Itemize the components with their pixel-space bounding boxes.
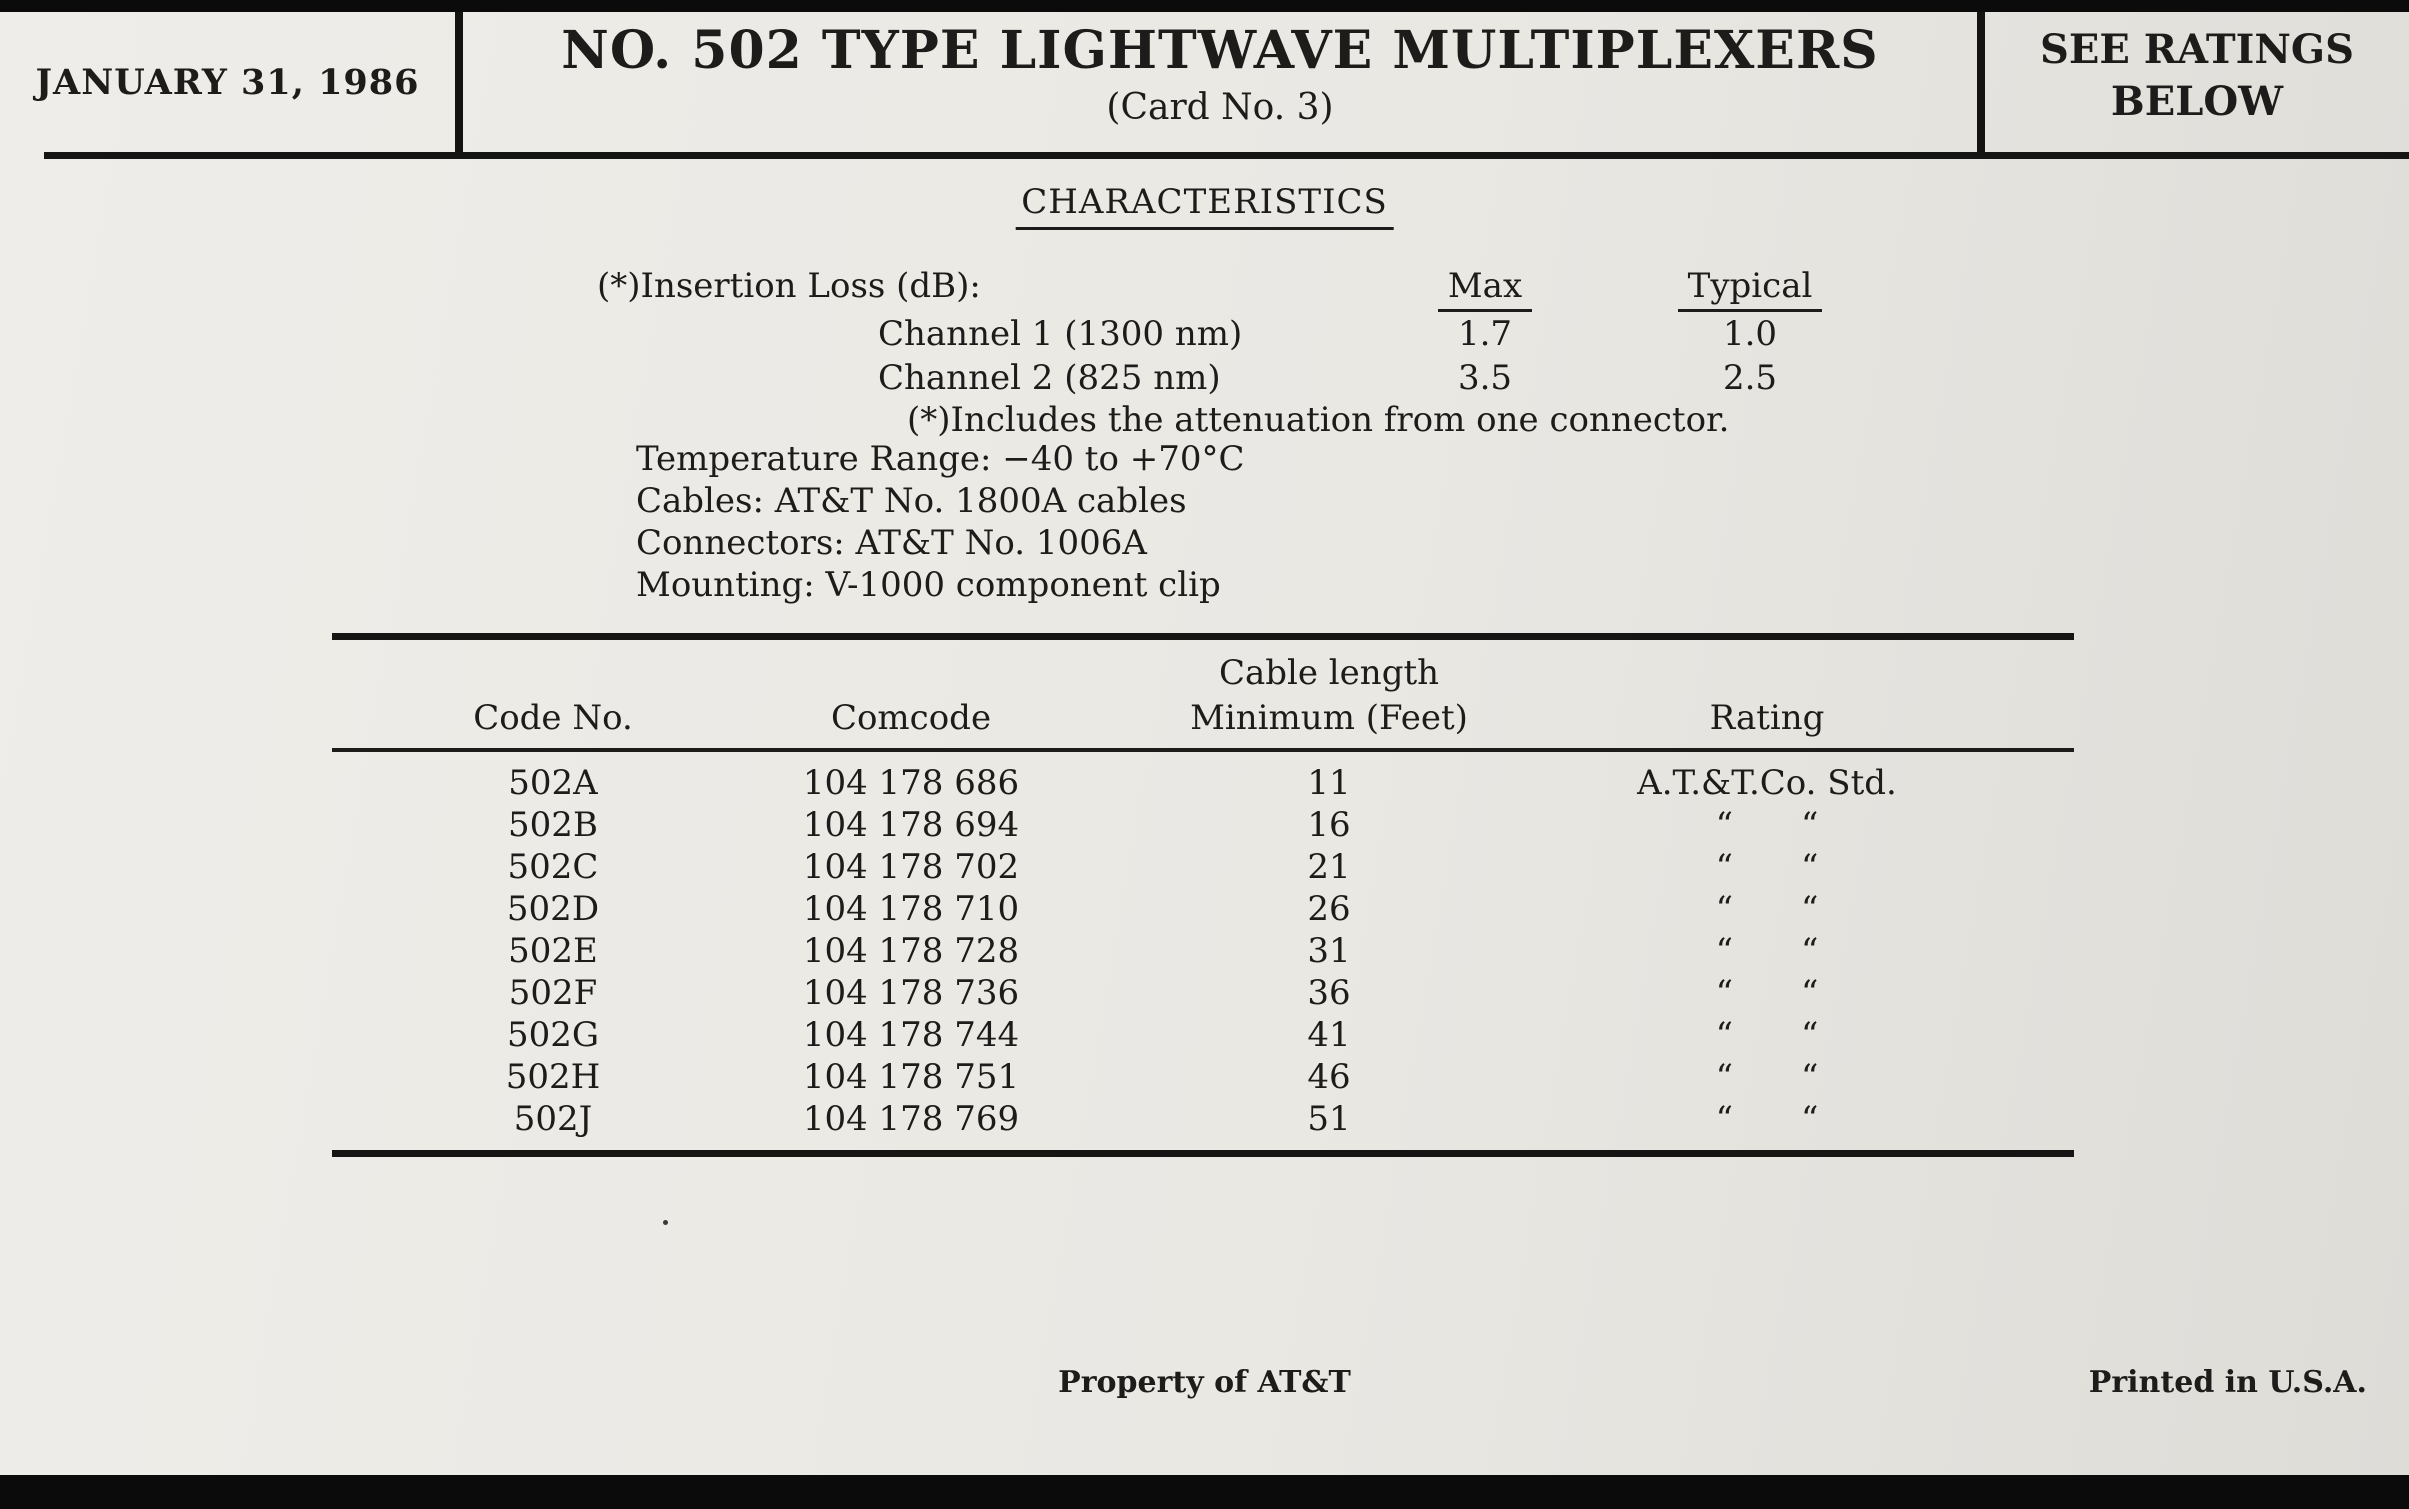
cell-min-feet: 26 <box>1307 889 1351 929</box>
cell-min-feet: 11 <box>1307 763 1351 803</box>
scan-edge-top <box>0 0 2409 12</box>
header-code-no: Code No. <box>473 698 633 738</box>
channel1-label: Channel 1 (1300 nm) <box>878 314 1243 354</box>
cell-code: 502B <box>508 805 598 845</box>
channel2-max: 3.5 <box>1457 358 1513 398</box>
cell-rating: “ “ <box>1715 805 1819 845</box>
cell-rating: “ “ <box>1715 931 1819 971</box>
cell-min-feet: 36 <box>1307 973 1351 1013</box>
header-date: JANUARY 31, 1986 <box>0 12 463 152</box>
scan-speck <box>663 1220 668 1225</box>
cell-code: 502F <box>508 973 598 1013</box>
cell-rating: “ “ <box>1715 889 1819 929</box>
table-row <box>332 1014 2074 1056</box>
cell-rating: “ “ <box>1715 1015 1819 1055</box>
header-comcode: Comcode <box>830 698 992 738</box>
cell-comcode: 104 178 710 <box>802 889 1020 929</box>
cell-code: 502H <box>505 1057 601 1097</box>
cell-code: 502G <box>506 1015 600 1055</box>
cell-comcode: 104 178 751 <box>802 1057 1020 1097</box>
cell-comcode: 104 178 728 <box>802 931 1020 971</box>
cell-code: 502A <box>508 763 598 803</box>
table-row <box>332 888 2074 930</box>
spec-temperature: Temperature Range: −40 to +70°C <box>636 439 1245 479</box>
footer-printed-in: Printed in U.S.A. <box>2088 1365 2367 1400</box>
insertion-loss-footnote: (*)Includes the attenuation from one connector. <box>907 400 1730 440</box>
cell-code: 502D <box>506 889 600 929</box>
cell-min-feet: 16 <box>1307 805 1351 845</box>
cell-rating: “ “ <box>1715 847 1819 887</box>
spec-connectors: Connectors: AT&T No. 1006A <box>636 523 1147 563</box>
insertion-loss-col-typical <box>1640 266 1860 312</box>
header-title-block <box>463 12 1985 152</box>
table-bottom-rule <box>332 1150 2074 1157</box>
channel2-label: Channel 2 (825 nm) <box>878 358 1221 398</box>
cell-min-feet: 46 <box>1307 1057 1351 1097</box>
characteristics-heading: CHARACTERISTICS <box>1015 182 1394 230</box>
insertion-loss-label: (*)Insertion Loss (dB): <box>597 266 981 306</box>
typical-header: Typical <box>1678 266 1823 312</box>
cell-code: 502J <box>513 1099 593 1139</box>
cell-rating: A.T.&T.Co. Std. <box>1637 763 1897 803</box>
spec-cables: Cables: AT&T No. 1800A cables <box>636 481 1187 521</box>
cell-code: 502C <box>507 847 599 887</box>
table-row <box>332 804 2074 846</box>
cell-rating: “ “ <box>1715 1099 1819 1139</box>
table-body <box>332 752 2074 1150</box>
header-cable-length: Cable length <box>1218 653 1440 693</box>
cell-rating: “ “ <box>1715 973 1819 1013</box>
cell-rating: “ “ <box>1715 1057 1819 1097</box>
ratings-table <box>332 633 2074 1157</box>
channel2-typical: 2.5 <box>1722 358 1778 398</box>
card-subtitle: (Card No. 3) <box>1106 87 1334 128</box>
table-header-row-1 <box>332 652 2074 694</box>
header-rule <box>44 152 2409 159</box>
cell-comcode: 104 178 686 <box>802 763 1020 803</box>
table-row <box>332 1056 2074 1098</box>
insertion-loss-col-max <box>1395 266 1575 312</box>
table-top-rule <box>332 633 2074 640</box>
table-row <box>332 972 2074 1014</box>
cell-min-feet: 31 <box>1307 931 1351 971</box>
cell-comcode: 104 178 769 <box>802 1099 1020 1139</box>
card-title: NO. 502 TYPE LIGHTWAVE MULTIPLEXERS <box>561 20 1879 81</box>
cell-min-feet: 21 <box>1307 847 1351 887</box>
cell-comcode: 104 178 744 <box>802 1015 1020 1055</box>
channel1-typical: 1.0 <box>1722 314 1778 354</box>
header-ratings-note <box>1985 12 2409 152</box>
cell-comcode: 104 178 736 <box>802 973 1020 1013</box>
cell-comcode: 104 178 702 <box>802 847 1020 887</box>
cell-comcode: 104 178 694 <box>802 805 1020 845</box>
table-row <box>332 846 2074 888</box>
max-header: Max <box>1438 266 1532 312</box>
ratings-note-line2: BELOW <box>2110 78 2284 125</box>
cell-code: 502E <box>508 931 598 971</box>
ratings-note-line1: SEE RATINGS <box>2040 26 2354 73</box>
header-minimum-feet: Minimum (Feet) <box>1190 698 1468 738</box>
channel1-max: 1.7 <box>1457 314 1513 354</box>
spec-lines <box>636 438 1245 606</box>
footer-property-notice: Property of AT&T <box>1058 1365 1351 1400</box>
table-row <box>332 1098 2074 1140</box>
cell-min-feet: 51 <box>1307 1099 1351 1139</box>
table-row <box>332 930 2074 972</box>
scan-edge-bottom <box>0 1475 2409 1509</box>
spec-mounting: Mounting: V-1000 component clip <box>636 565 1221 605</box>
cell-min-feet: 41 <box>1307 1015 1351 1055</box>
table-row <box>332 762 2074 804</box>
card-header <box>0 12 2409 152</box>
header-rating: Rating <box>1709 698 1825 738</box>
table-header-row-2 <box>332 694 2074 742</box>
